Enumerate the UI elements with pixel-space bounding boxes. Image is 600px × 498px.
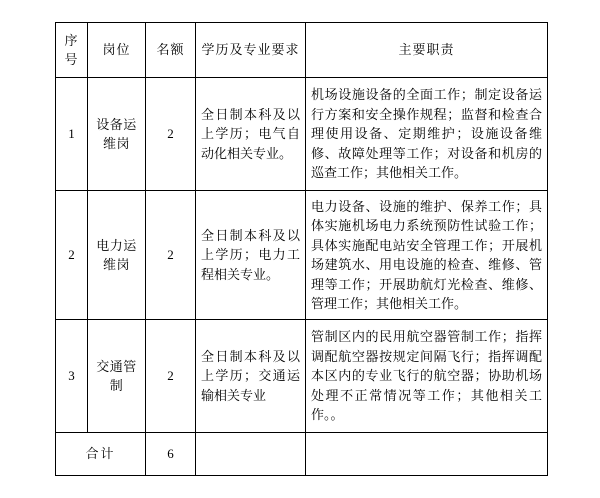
table-row [56,78,548,191]
column-header-post: 岗位 [88,23,146,78]
row-education: 全日制本科及以上学历；电力工程相关专业。 [196,191,306,320]
total-education-empty [196,433,306,476]
column-header-duty: 主要职责 [306,23,548,78]
row-education: 全日制本科及以上学历；交通运输相关专业 [196,320,306,433]
column-header-no: 序号 [56,23,88,78]
table-total-row [56,433,548,476]
total-duty-empty [306,433,548,476]
row-post: 电力运维岗 [88,191,146,320]
table-row [56,191,548,320]
job-table-container [55,22,547,476]
row-duty: 机场设施设备的全面工作；制定设备运行方案和安全操作规程；监督和检查合理使用设备、定期维护；设施设备维修、故障处理等工作；对设备和机房的巡查工作；其他相关工作。 [306,78,548,191]
table-body [56,78,548,476]
row-education: 全日制本科及以上学历；电气自动化相关专业。 [196,78,306,191]
row-duty: 电力设备、设施的维护、保养工作；具体实施机场电力系统预防性试验工作；具体实施配电站安全管理工作；开展机场建筑水、用电设施的检查、维修、管理等工作；开展助航灯光检查、维修、管理工作；其他相关工作。 [306,191,548,320]
row-quota: 2 [146,78,196,191]
column-header-quota: 名额 [146,23,196,78]
table-header [56,23,548,78]
row-post: 交通管制 [88,320,146,433]
job-requirements-table [55,22,548,476]
row-no: 1 [56,78,88,191]
row-post: 设备运维岗 [88,78,146,191]
row-quota: 2 [146,320,196,433]
table-header-row [56,23,548,78]
table-row [56,320,548,433]
row-quota: 2 [146,191,196,320]
column-header-education: 学历及专业要求 [196,23,306,78]
total-quota: 6 [146,433,196,476]
total-label: 合计 [56,433,146,476]
row-no: 3 [56,320,88,433]
row-no: 2 [56,191,88,320]
row-duty: 管制区内的民用航空器管制工作；指挥调配航空器按规定间隔飞行；指挥调配本区内的专业飞行的航空器；协助机场处理不正常情况等工作；其他相关工作。。 [306,320,548,433]
